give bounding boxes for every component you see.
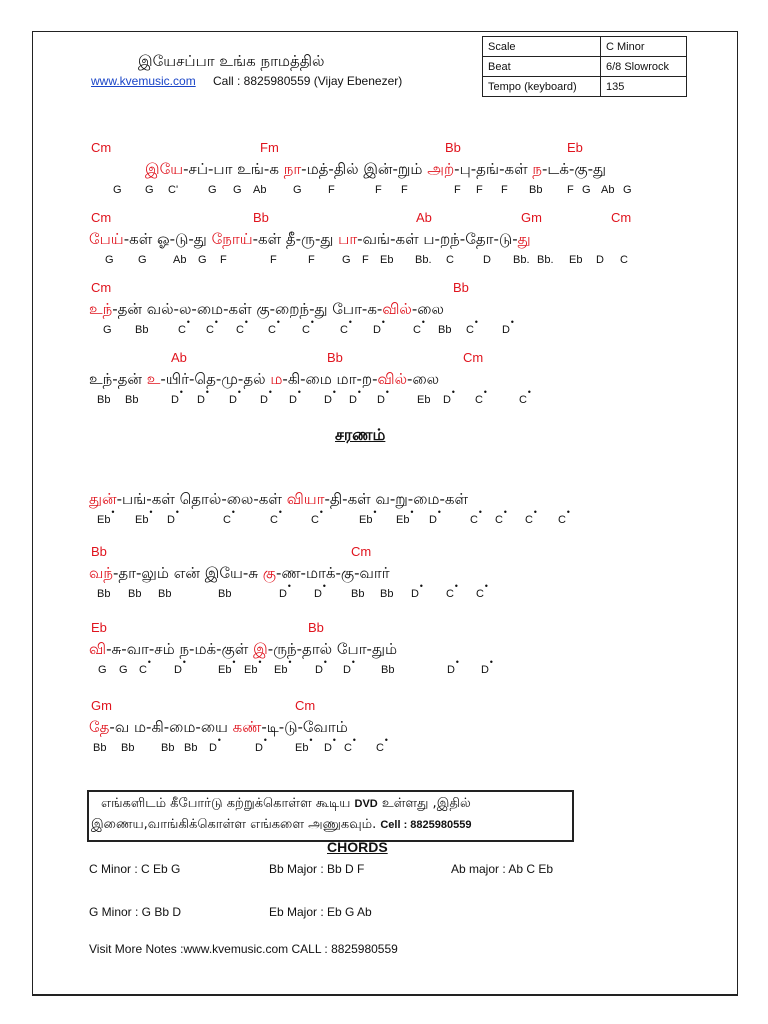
chord-label: Cm bbox=[91, 210, 112, 225]
note: G bbox=[582, 184, 591, 196]
note: • D bbox=[279, 588, 287, 600]
note: • Eb bbox=[135, 514, 148, 526]
note: • D bbox=[349, 394, 357, 406]
note: • Eb bbox=[244, 664, 257, 676]
note: Bb bbox=[135, 324, 149, 336]
note: G bbox=[208, 184, 217, 196]
note: • D bbox=[315, 664, 323, 676]
note: Bb bbox=[97, 394, 111, 406]
chord-row bbox=[33, 350, 737, 370]
note: • C bbox=[340, 324, 348, 336]
stanza-2 bbox=[33, 210, 737, 272]
lyric-line bbox=[33, 230, 737, 254]
note: Bb bbox=[125, 394, 139, 406]
note: D bbox=[483, 254, 491, 266]
chord-bb-major: Bb Major : Bb D F bbox=[269, 862, 365, 876]
chord-label: Eb bbox=[567, 140, 583, 155]
chord-row bbox=[33, 698, 737, 718]
lyric-line bbox=[33, 640, 737, 664]
info-value: 135 bbox=[601, 77, 687, 97]
chord-eb-major: Eb Major : Eb G Ab bbox=[269, 905, 372, 919]
info-row-beat bbox=[483, 57, 687, 77]
chord-label: Cm bbox=[611, 210, 632, 225]
note: F bbox=[567, 184, 574, 196]
lyric-line bbox=[33, 490, 737, 514]
note: G bbox=[103, 324, 112, 336]
note: D bbox=[596, 254, 604, 266]
contact-call: Call : 8825980559 (Vijay Ebenezer) bbox=[213, 74, 403, 88]
song-info-table bbox=[482, 36, 687, 97]
note: F bbox=[308, 254, 315, 266]
note: Bb bbox=[438, 324, 452, 336]
info-label: Tempo (keyboard) bbox=[483, 77, 601, 97]
song-title: இயேசப்பா உங்க நாமத்தில் bbox=[138, 52, 325, 70]
note: • D bbox=[197, 394, 205, 406]
note: • D bbox=[324, 394, 332, 406]
note: • C bbox=[139, 664, 147, 676]
note: F bbox=[328, 184, 335, 196]
chord-ab-major: Ab major : Ab C Eb bbox=[451, 862, 554, 876]
note: • D bbox=[229, 394, 237, 406]
lyric-text: தே-வ ம-கி-மை-யை கண்-டி-டு-வோம் bbox=[89, 718, 348, 736]
note: Bb bbox=[529, 184, 543, 196]
note: G bbox=[623, 184, 632, 196]
note: • D bbox=[289, 394, 297, 406]
note: Ab bbox=[601, 184, 615, 196]
note: • D bbox=[343, 664, 351, 676]
dvd-note-box bbox=[87, 790, 574, 842]
chord-label: Cm bbox=[91, 140, 112, 155]
note: • C bbox=[413, 324, 421, 336]
note: Bb bbox=[97, 588, 111, 600]
chord-row bbox=[33, 620, 737, 640]
chord-row bbox=[33, 210, 737, 230]
chord-label: Gm bbox=[521, 210, 542, 225]
note: Bb bbox=[121, 742, 135, 754]
note: F bbox=[501, 184, 508, 196]
note: • D bbox=[209, 742, 217, 754]
chord-label: Cm bbox=[295, 698, 316, 713]
note: G bbox=[342, 254, 351, 266]
chord-label: Ab bbox=[416, 210, 432, 225]
note-row bbox=[33, 664, 737, 682]
note: C bbox=[620, 254, 628, 266]
lyric-text: வி-சு-வா-சம் ந-மக்-குள் இ-ருந்-தால் போ-தும் bbox=[89, 640, 398, 658]
stanza-7 bbox=[33, 620, 737, 682]
chord-row bbox=[33, 280, 737, 300]
note: Bb bbox=[381, 664, 395, 676]
note: Bb. bbox=[415, 254, 432, 266]
note: • D bbox=[171, 394, 179, 406]
stanza-3 bbox=[33, 280, 737, 342]
note: F bbox=[375, 184, 382, 196]
note: F bbox=[270, 254, 277, 266]
note: • D bbox=[411, 588, 419, 600]
chord-label: Gm bbox=[91, 698, 112, 713]
note: • Eb bbox=[359, 514, 372, 526]
note: • D bbox=[429, 514, 437, 526]
info-row-tempo bbox=[483, 77, 687, 97]
note: • D bbox=[377, 394, 385, 406]
note: • C bbox=[470, 514, 478, 526]
note: • C bbox=[270, 514, 278, 526]
note: G bbox=[113, 184, 122, 196]
note: • C bbox=[519, 394, 527, 406]
chord-label: Bb bbox=[453, 280, 469, 295]
note: F bbox=[401, 184, 408, 196]
note-row bbox=[33, 254, 737, 272]
lyric-line bbox=[33, 300, 737, 324]
website-link[interactable]: www.kvemusic.com bbox=[91, 74, 196, 88]
chord-label: Bb bbox=[253, 210, 269, 225]
chord-label: Cm bbox=[351, 544, 372, 559]
chord-label: Ab bbox=[171, 350, 187, 365]
chord-row bbox=[33, 140, 737, 160]
chord-label: Cm bbox=[463, 350, 484, 365]
note-row bbox=[33, 184, 737, 202]
note: • C bbox=[268, 324, 276, 336]
lyric-line bbox=[33, 564, 737, 588]
note: • D bbox=[324, 742, 332, 754]
note: Bb bbox=[128, 588, 142, 600]
footer-visit: Visit More Notes :www.kvemusic.com CALL : 8825980559 bbox=[89, 942, 398, 956]
chord-label: Bb bbox=[308, 620, 324, 635]
note: F bbox=[454, 184, 461, 196]
info-label: Beat bbox=[483, 57, 601, 77]
saranam-heading: சரணம் bbox=[335, 425, 386, 444]
note: F bbox=[476, 184, 483, 196]
note: • C bbox=[525, 514, 533, 526]
chord-label: Fm bbox=[260, 140, 279, 155]
note-row bbox=[33, 588, 737, 606]
lyric-text: உந்-தன் வல்-ல-மை-கள் கு-றைந்-து போ-க-வில்-லை bbox=[89, 300, 444, 318]
note: • Eb bbox=[295, 742, 308, 754]
lyric-line bbox=[89, 160, 768, 184]
note: • C bbox=[206, 324, 214, 336]
note: • C bbox=[311, 514, 319, 526]
chords-heading: CHORDS bbox=[327, 839, 388, 855]
note: • D bbox=[260, 394, 268, 406]
note: G bbox=[119, 664, 128, 676]
note: • D bbox=[502, 324, 510, 336]
chord-label: Bb bbox=[91, 544, 107, 559]
chord-row bbox=[33, 544, 737, 564]
note: Bb bbox=[218, 588, 232, 600]
note: Bb bbox=[93, 742, 107, 754]
note: Bb bbox=[161, 742, 175, 754]
note: • C bbox=[223, 514, 231, 526]
note-row bbox=[33, 394, 737, 412]
note-row bbox=[33, 514, 737, 532]
note: • Eb bbox=[218, 664, 231, 676]
note: Bb. bbox=[537, 254, 554, 266]
note: • C bbox=[476, 588, 484, 600]
note: C bbox=[446, 254, 454, 266]
info-row-scale bbox=[483, 37, 687, 57]
note: • Eb bbox=[274, 664, 287, 676]
note: • C bbox=[466, 324, 474, 336]
chord-label: Eb bbox=[91, 620, 107, 635]
chord-label: Cm bbox=[91, 280, 112, 295]
note: • C bbox=[236, 324, 244, 336]
note-line-2: இணைய,வாங்கிக்கொள்ள எங்களை அணுகவும். Cell : 8825980559 bbox=[91, 817, 472, 832]
stanza-1 bbox=[33, 140, 737, 202]
note: • D bbox=[443, 394, 451, 406]
note: Bb bbox=[351, 588, 365, 600]
chord-label: Bb bbox=[327, 350, 343, 365]
note: Bb. bbox=[513, 254, 530, 266]
note: • D bbox=[255, 742, 263, 754]
note: C' bbox=[168, 184, 179, 196]
note: G bbox=[233, 184, 242, 196]
note: G bbox=[98, 664, 107, 676]
note: Eb bbox=[569, 254, 583, 266]
note: Bb bbox=[380, 588, 394, 600]
note: G bbox=[293, 184, 302, 196]
chord-label: Bb bbox=[445, 140, 461, 155]
note-row bbox=[33, 324, 737, 342]
note: • D bbox=[373, 324, 381, 336]
note: • D bbox=[481, 664, 489, 676]
note: • C bbox=[558, 514, 566, 526]
note: Eb bbox=[417, 394, 431, 406]
stanza-8 bbox=[33, 698, 737, 760]
note: • C bbox=[495, 514, 503, 526]
note-line-1: எங்களிடம் கீபோர்டு கற்றுக்கொள்ள கூடிய DVD உள்ளது ,இதில் bbox=[101, 796, 471, 811]
note: • D bbox=[174, 664, 182, 676]
note: • C bbox=[376, 742, 384, 754]
note: • C bbox=[178, 324, 186, 336]
note: • C bbox=[475, 394, 483, 406]
lyric-text: பேய்-கள் ஓ-டு-து நோய்-கள் தீ-ரு-து பா-வங்-கள் ப-றந்-தோ-டு-து bbox=[89, 230, 531, 248]
note: • D bbox=[167, 514, 175, 526]
note: • Eb bbox=[97, 514, 110, 526]
note: • C bbox=[344, 742, 352, 754]
note: Ab bbox=[253, 184, 267, 196]
lyric-text: துன்-பங்-கள் தொல்-லை-கள் வியா-தி-கள் வ-று-மை-கள் bbox=[89, 490, 469, 508]
note: • D bbox=[314, 588, 322, 600]
chord-g-minor: G Minor : G Bb D bbox=[89, 905, 182, 919]
note: G bbox=[105, 254, 114, 266]
note: • Eb bbox=[396, 514, 409, 526]
lyric-text: வந்-தா-லும் என் இயே-சு கு-ண-மாக்-கு-வார் bbox=[89, 564, 390, 582]
note: Bb bbox=[158, 588, 172, 600]
note: Eb bbox=[380, 254, 394, 266]
info-value: C Minor bbox=[601, 37, 687, 57]
info-label: Scale bbox=[483, 37, 601, 57]
song-sheet bbox=[32, 31, 738, 996]
note: • C bbox=[446, 588, 454, 600]
lyric-text: உந்-தன் உ-யிர்-தெ-மு-தல் ம-கி-மை மா-ற-வில்-லை bbox=[89, 370, 440, 388]
note: F bbox=[362, 254, 369, 266]
note: G bbox=[138, 254, 147, 266]
note: Bb bbox=[184, 742, 198, 754]
note: • D bbox=[447, 664, 455, 676]
note: G bbox=[145, 184, 154, 196]
chord-c-minor: C Minor : C Eb G bbox=[89, 862, 181, 876]
note: F bbox=[220, 254, 227, 266]
lyric-text: இயே-சப்-பா உங்-க நா-மத்-தில் இன்-றும் அற்-பு-தங்-கள் ந-டக்-கு-து bbox=[145, 160, 607, 178]
stanza-6 bbox=[33, 544, 737, 606]
stanza-4 bbox=[33, 350, 737, 412]
note: Ab bbox=[173, 254, 187, 266]
note: • C bbox=[302, 324, 310, 336]
stanza-5 bbox=[33, 490, 737, 532]
note: G bbox=[198, 254, 207, 266]
info-value: 6/8 Slowrock bbox=[601, 57, 687, 77]
note-row bbox=[33, 742, 737, 760]
